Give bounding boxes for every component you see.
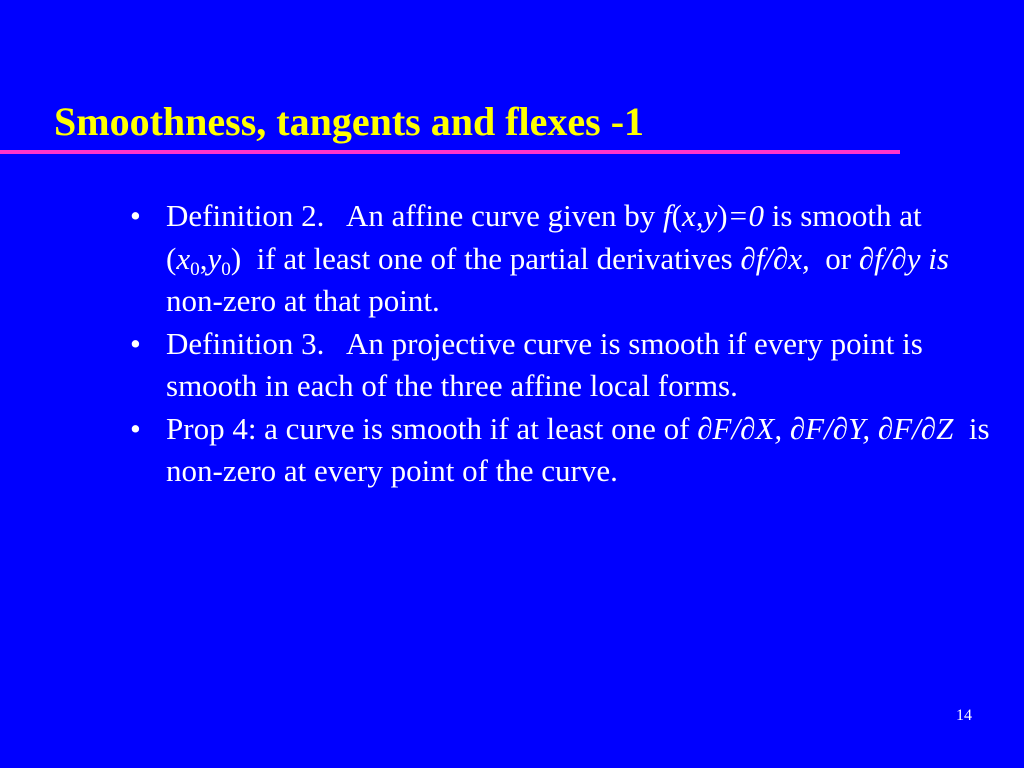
bullet-text: Definition 3. An projective curve is smooth if every point is smooth in each of the three affine local forms.: [166, 325, 931, 403]
title-underline: [0, 150, 900, 154]
bullet-text: y: [207, 240, 222, 276]
bullet-text: Definition 2. An affine curve given by: [166, 198, 664, 233]
slide-title: Smoothness, tangents and flexes -1: [54, 99, 645, 144]
bullet-text: is non-zero at every point of the curve.: [166, 410, 998, 488]
bullet-item: [130, 323, 990, 408]
bullet-text: non-zero at that point.: [166, 240, 957, 318]
subscript-text: 0: [221, 258, 231, 280]
subscript-text: 0: [190, 258, 200, 280]
bullet-text: ∂f/∂x,: [740, 240, 810, 276]
bullet-text: =0: [727, 198, 765, 233]
bullet-text: ∂f/∂y is: [858, 240, 949, 276]
bullet-list: [130, 195, 998, 493]
bullet-text: x,y: [681, 198, 718, 233]
page-number: 14: [956, 707, 972, 724]
bullet-text: ,: [199, 240, 208, 276]
bullet-item: [130, 195, 990, 323]
bullet-text: or: [809, 240, 859, 276]
bullet-text: ) if at least one of the partial derivatives: [230, 240, 741, 276]
bullet-text: ∂F/∂X, ∂F/∂Y, ∂F/∂Z: [697, 410, 954, 446]
bullet-text: f: [663, 198, 672, 233]
bullet-text: is smooth at (: [166, 198, 930, 276]
bullet-text: ): [717, 198, 728, 233]
bullet-text: Prop 4: a curve is smooth if at least one of: [166, 410, 698, 446]
bullet-text: x: [176, 240, 191, 276]
bullet-item: [130, 408, 998, 493]
bullet-text: (: [671, 198, 682, 233]
